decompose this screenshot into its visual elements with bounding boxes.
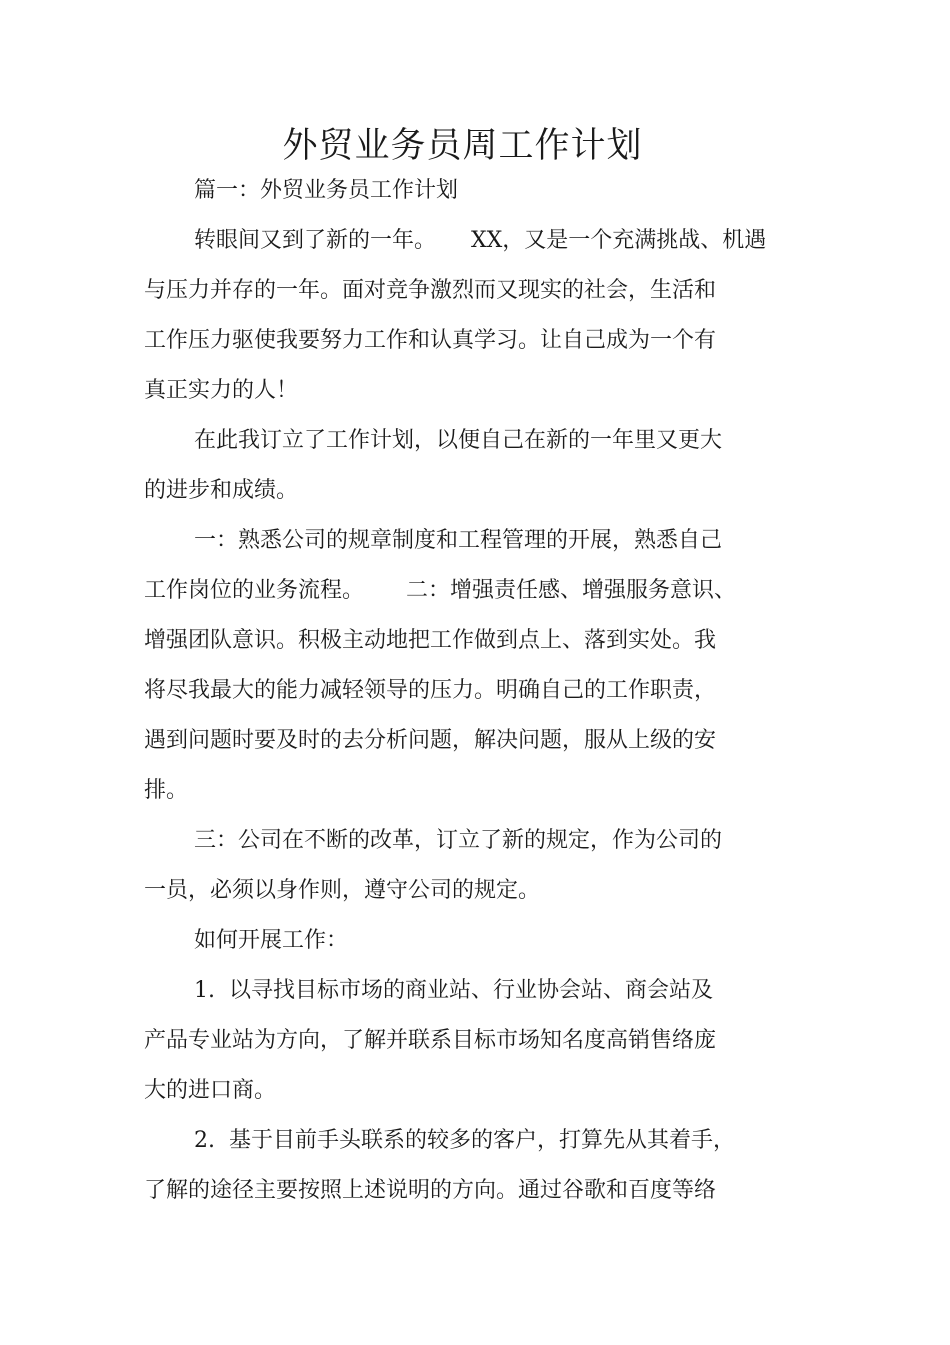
body-line: 真正实力的人！ — [144, 378, 299, 403]
body-line: 大的进口商。 — [144, 1078, 277, 1103]
body-line: 了解的途径主要按照上述说明的方向。通过谷歌和百度等络 — [144, 1178, 717, 1203]
body-line: 工作岗位的业务流程。 二：增强责任感、增强服务意识、 — [144, 578, 736, 603]
body-line: 转眼间又到了新的一年。 XX，又是一个充满挑战、机遇 — [194, 228, 767, 253]
body-line: 如何开展工作： — [194, 928, 349, 953]
body-line: 三：公司在不断的改革，订立了新的规定，作为公司的 — [194, 828, 723, 853]
body-line: 工作压力驱使我要努力工作和认真学习。让自己成为一个有 — [144, 328, 717, 353]
body-line: 1. 以寻找目标市场的商业站、行业协会站、商会站及 — [194, 978, 713, 1003]
body-line: 2. 基于目前手头联系的较多的客户，打算先从其着手， — [194, 1128, 735, 1153]
body-line: 增强团队意识。积极主动地把工作做到点上、落到实处。我 — [144, 628, 717, 653]
body-line: 一员，必须以身作则，遵守公司的规定。 — [144, 878, 541, 903]
body-line: 的进步和成绩。 — [144, 478, 299, 503]
section-heading: 篇一：外贸业务员工作计划 — [194, 178, 459, 203]
body-line: 产品专业站为方向，了解并联系目标市场知名度高销售络庞 — [144, 1028, 717, 1053]
body-line: 遇到问题时要及时的去分析问题，解决问题，服从上级的安 — [144, 728, 717, 753]
body-line: 在此我订立了工作计划，以便自己在新的一年里又更大 — [194, 428, 723, 453]
body-line: 一：熟悉公司的规章制度和工程管理的开展，熟悉自己 — [194, 528, 723, 553]
document-title: 外贸业务员周工作计划 — [282, 126, 643, 166]
body-line: 排。 — [144, 778, 189, 803]
body-line: 将尽我最大的能力减轻领导的压力。明确自己的工作职责， — [144, 678, 717, 703]
body-line: 与压力并存的一年。面对竞争激烈而又现实的社会，生活和 — [144, 278, 717, 303]
